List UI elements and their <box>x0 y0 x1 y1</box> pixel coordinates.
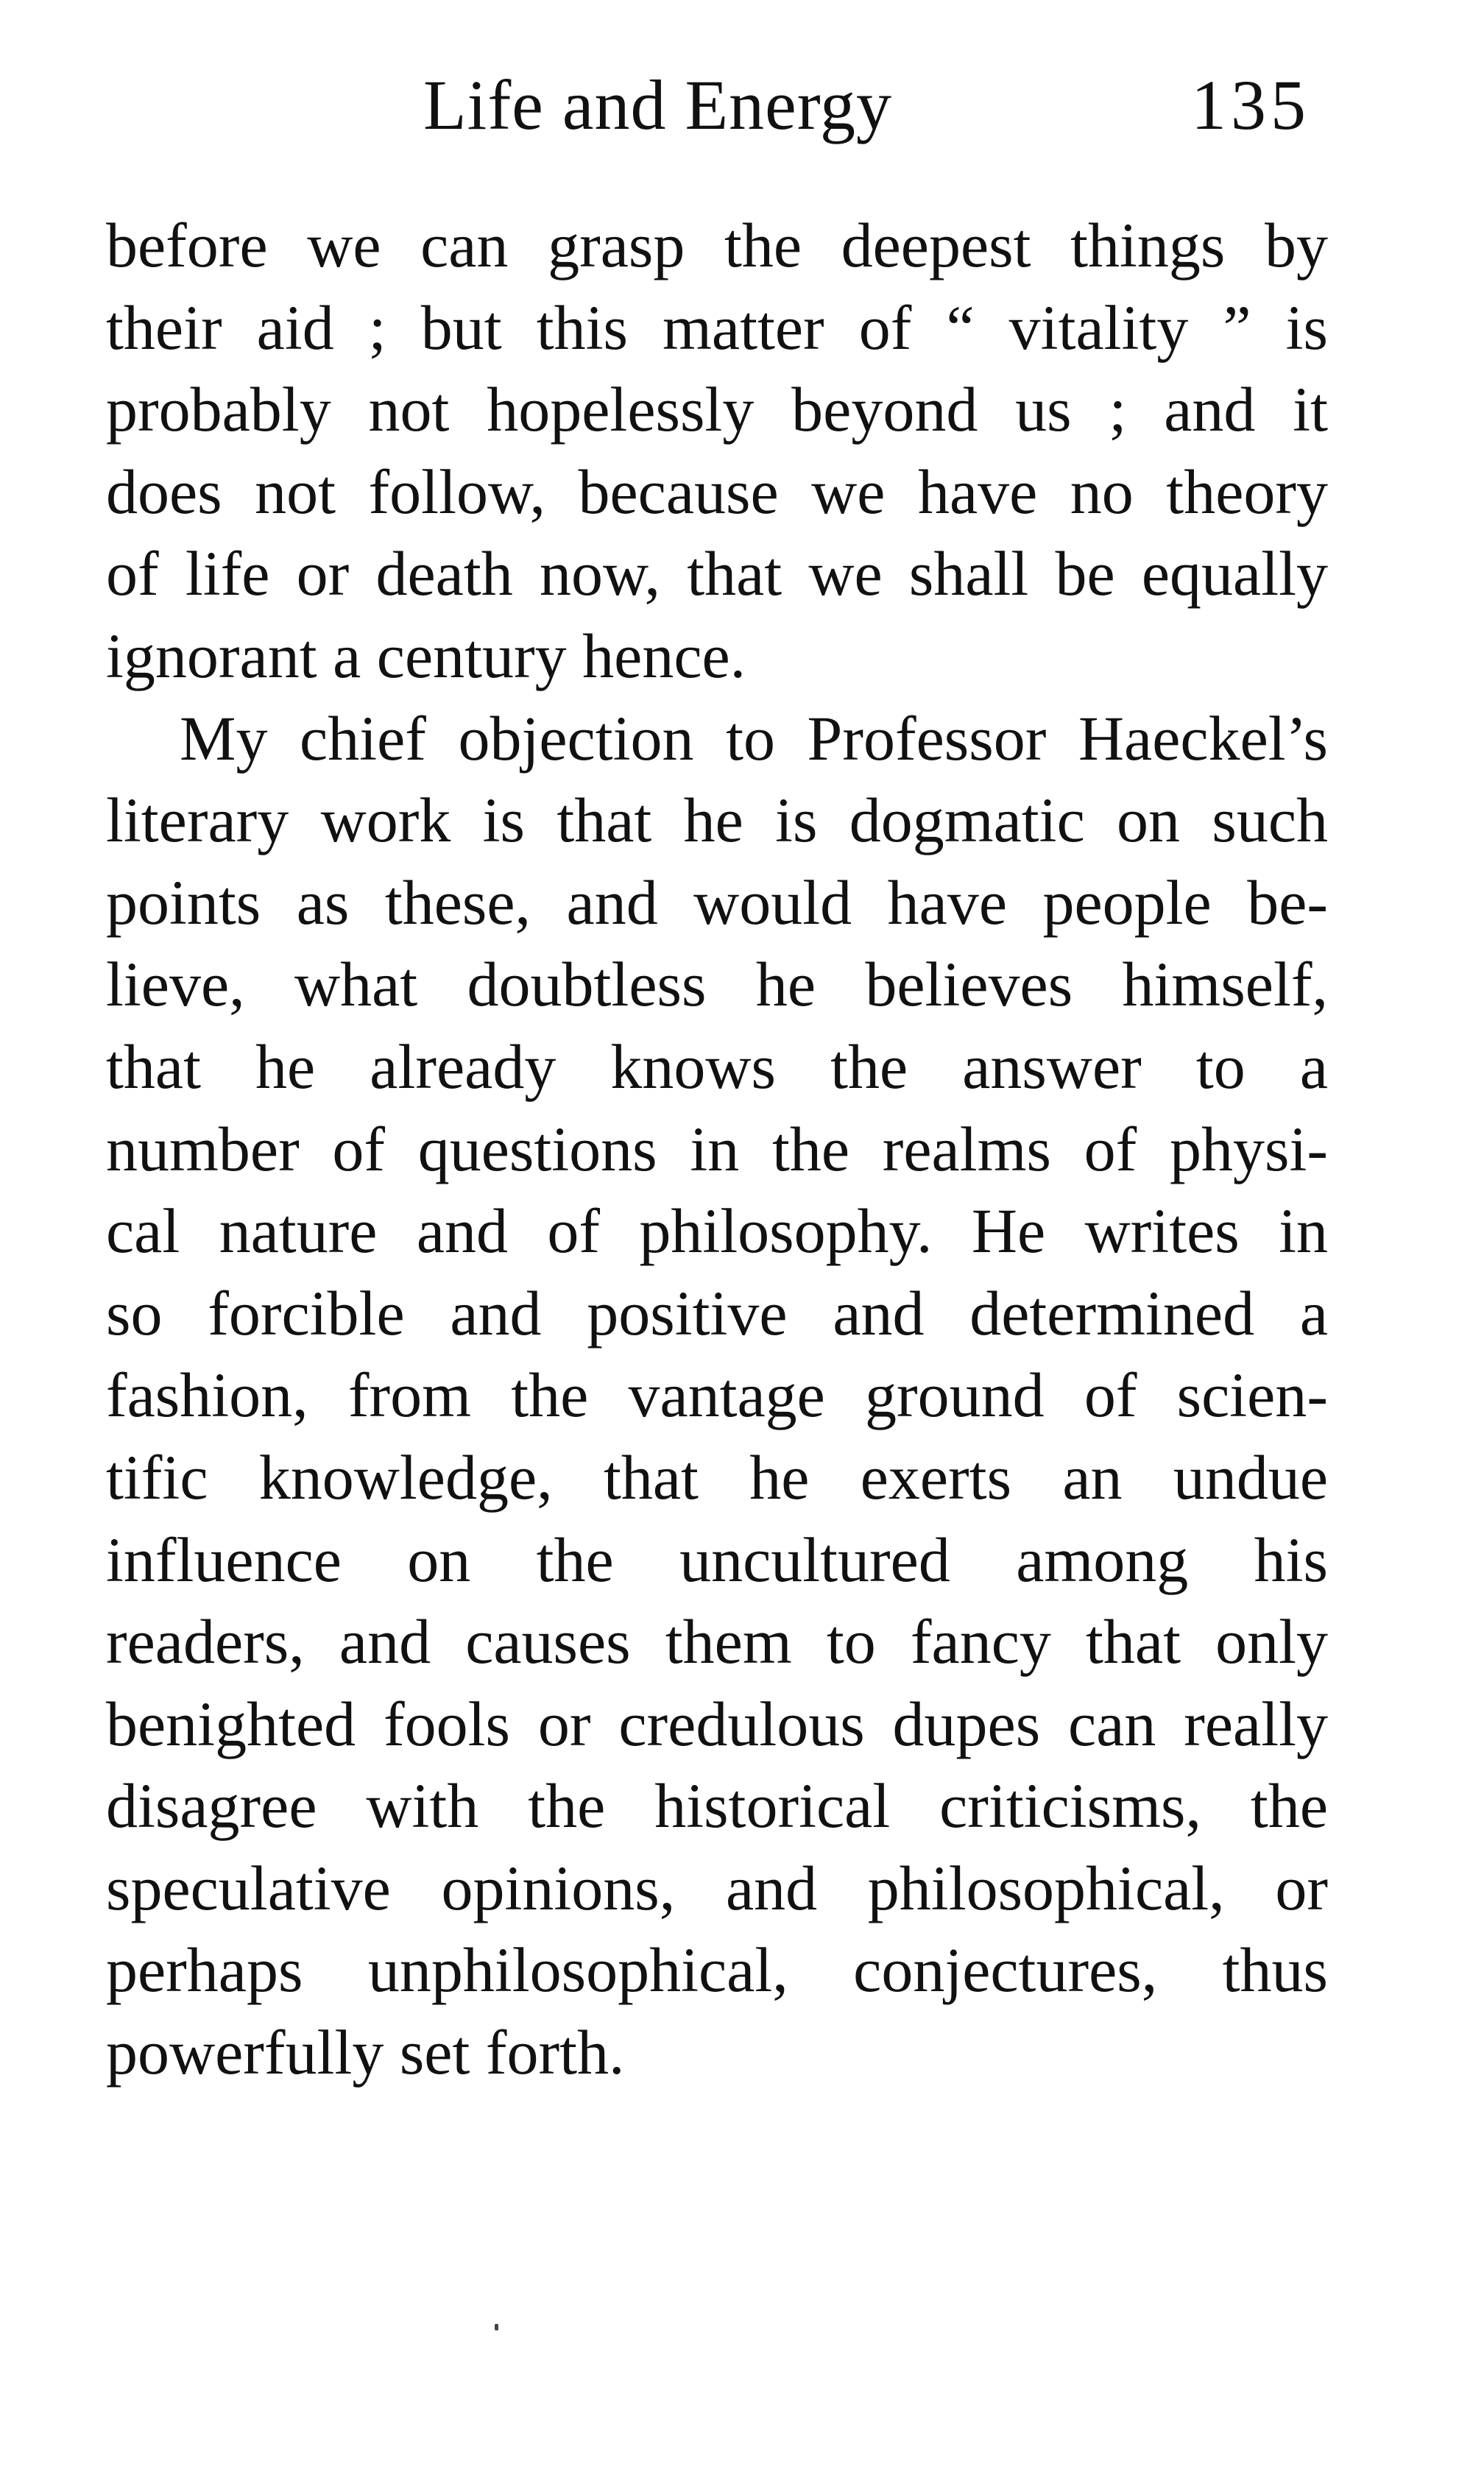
text-line: tific knowledge, that he exerts an undue <box>106 1441 1328 1513</box>
text-line: benighted fools or credulous dupes can really <box>106 1688 1328 1759</box>
running-title: Life and Energy <box>423 66 892 144</box>
text-line: literary work is that he is dogmatic on such <box>106 785 1328 856</box>
text-line: that he already knows the answer to a <box>106 1031 1328 1102</box>
ink-speck <box>495 2324 498 2330</box>
page-number: 135 <box>1191 66 1310 144</box>
text-line: fashion, from the vantage ground of scien- <box>106 1360 1328 1431</box>
text-line: their aid ; but this matter of “ vitality ” is <box>106 291 1328 363</box>
text-line: number of questions in the realms of physi- <box>106 1113 1328 1184</box>
text-line: My chief objection to Professor Haeckel’s <box>180 702 1328 774</box>
paragraph-1 <box>106 205 1328 698</box>
text-line: probably not hopelessly beyond us ; and it <box>106 374 1328 445</box>
text-line: influence on the uncultured among his <box>106 1524 1328 1595</box>
text-line: does not follow, because we have no theory <box>106 456 1328 527</box>
paragraph-2 <box>106 698 1328 2094</box>
text-line: ignorant a century hence. <box>106 620 746 691</box>
text-line: perhaps unphilosophical, conjectures, thus <box>106 1934 1328 2006</box>
text-line: before we can grasp the deepest things by <box>106 210 1328 280</box>
text-line: readers, and causes them to fancy that only <box>106 1606 1328 1678</box>
body-text <box>106 205 1328 2094</box>
text-line: disagree with the historical criticisms, the <box>106 1770 1328 1842</box>
text-line: of life or death now, that we shall be equally <box>106 538 1328 609</box>
text-line: cal nature and of philosophy. He writes in <box>106 1195 1328 1267</box>
running-head <box>0 65 1484 160</box>
text-line: speculative opinions, and philosophical, or <box>106 1852 1328 1923</box>
text-line: so forcible and positive and determined a <box>106 1277 1328 1349</box>
text-line: lieve, what doubtless he believes himself, <box>106 949 1328 1020</box>
text-line: powerfully set forth. <box>106 2017 625 2088</box>
text-line: points as these, and would have people be- <box>106 866 1328 938</box>
